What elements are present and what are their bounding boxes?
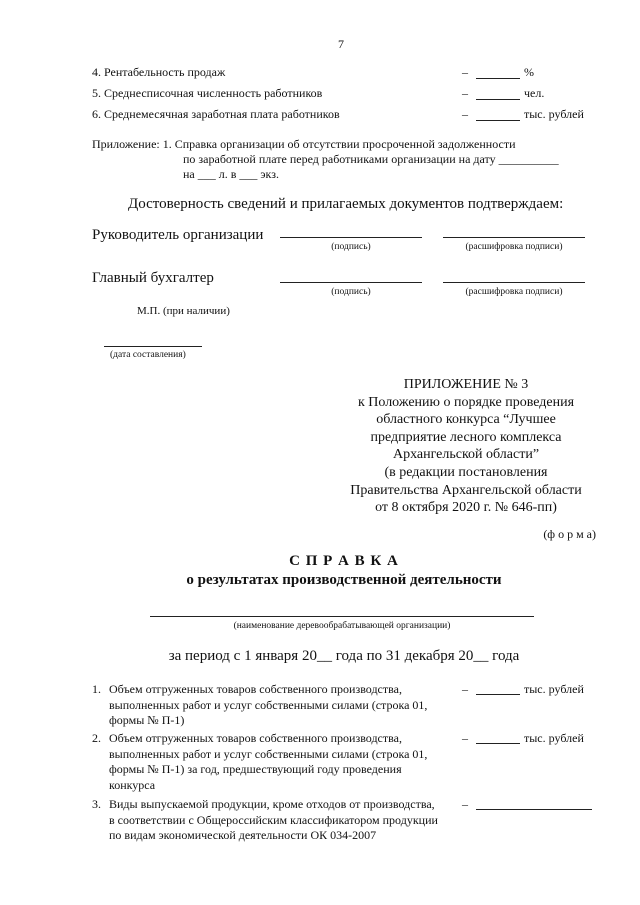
stamp-text: М.П. (при наличии): [137, 305, 230, 317]
item-line: выполненных работ и услуг собственными силами (строка 01,: [109, 746, 428, 761]
item-3-text: [109, 797, 459, 844]
unit-item-1: тыс. рублей: [524, 682, 584, 696]
item-line: формы № П-1): [109, 713, 185, 727]
dash-item-3: –: [462, 797, 468, 811]
blank-line-item-3: [476, 809, 592, 810]
unit-5: чел.: [524, 86, 545, 100]
document-title: С П Р А В К А: [289, 553, 399, 569]
item-line: выполненных работ и услуг собственными силами (строка 01,: [109, 697, 428, 712]
appendix-line: от 8 октября 2020 г. № 646-пп): [375, 500, 557, 516]
accountant-signature-line: [280, 282, 422, 283]
appendix-line: предприятие лесного комплекса: [370, 429, 562, 445]
sign-role-director: Руководитель организации: [92, 227, 264, 243]
dash-4: –: [462, 65, 468, 79]
top-item-5: 5. Среднесписочная численность работников: [92, 86, 323, 100]
item-2-number: 2.: [92, 731, 101, 745]
unit-item-2: тыс. рублей: [524, 731, 584, 745]
accountant-decode-caption: (расшифровка подписи): [465, 287, 563, 297]
organization-caption: (наименование деревообрабатывающей организации): [233, 621, 451, 631]
appendix-block: [334, 376, 598, 517]
director-sign-caption: (подпись): [331, 242, 371, 252]
item-line: в соответствии с Общероссийским классификатором продукции: [109, 812, 438, 827]
unit-6: тыс. рублей: [524, 107, 584, 121]
form-label: (ф о р м а): [543, 527, 596, 541]
item-line: Объем отгруженных товаров собственного производства,: [109, 682, 402, 696]
accountant-decode-line: [443, 282, 585, 283]
blank-line-item-2: [476, 743, 520, 744]
accountant-sign-caption: (подпись): [331, 287, 371, 297]
period-text: за период с 1 января 20__ года по 31 декабря 20__ года: [168, 648, 520, 664]
blank-line-item-1: [476, 694, 520, 695]
confirm-text: Достоверность сведений и прилагаемых документов подтверждаем:: [128, 196, 564, 212]
blank-line-4: [476, 78, 520, 79]
blank-line-6: [476, 120, 520, 121]
page-number: 7: [338, 37, 344, 51]
appendix-line: к Положению о порядке проведения: [357, 394, 575, 410]
unit-4: %: [524, 65, 534, 79]
item-line: Объем отгруженных товаров собственного производства,: [109, 731, 402, 745]
appendix-line: (в редакции постановления: [384, 464, 548, 480]
director-decode-line: [443, 237, 585, 238]
item-line: по видам экономической деятельности ОК 034-2007: [109, 828, 377, 842]
top-item-6: 6. Среднемесячная заработная плата работников: [92, 107, 340, 121]
sign-role-accountant: Главный бухгалтер: [92, 270, 214, 286]
appendix-line: областного конкурса “Лучшее: [376, 412, 556, 428]
attachment-line-2: по заработной плате перед работниками организации на дату __________: [183, 152, 559, 166]
appendix-line: Архангельской области”: [392, 447, 540, 463]
document-subtitle: о результатах производственной деятельности: [186, 572, 502, 588]
attachment-line-1: Приложение: 1. Справка организации об отсутствии просроченной задолженности: [92, 137, 516, 151]
attachment-line-3: на ___ л. в ___ экз.: [183, 167, 279, 181]
item-1-text: [109, 682, 459, 729]
appendix-line: ПРИЛОЖЕНИЕ № 3: [403, 377, 529, 392]
dash-6: –: [462, 107, 468, 121]
item-2-text: [109, 731, 459, 793]
blank-line-5: [476, 99, 520, 100]
date-line: [104, 346, 202, 347]
date-caption: (дата составления): [110, 350, 186, 360]
item-3-number: 3.: [92, 797, 101, 811]
item-line: Виды выпускаемой продукции, кроме отходов от производства,: [109, 797, 435, 811]
dash-item-1: –: [462, 682, 468, 696]
dash-item-2: –: [462, 731, 468, 745]
item-line: конкурса: [109, 777, 156, 792]
organization-name-line: [150, 616, 534, 617]
top-item-4: 4. Рентабельность продаж: [92, 65, 226, 79]
item-1-number: 1.: [92, 682, 101, 696]
appendix-line: Правительства Архангельской области: [350, 482, 582, 498]
item-line: формы № П-1) за год, предшествующий году проведения: [109, 762, 402, 776]
director-decode-caption: (расшифровка подписи): [465, 242, 563, 252]
dash-5: –: [462, 86, 468, 100]
director-signature-line: [280, 237, 422, 238]
